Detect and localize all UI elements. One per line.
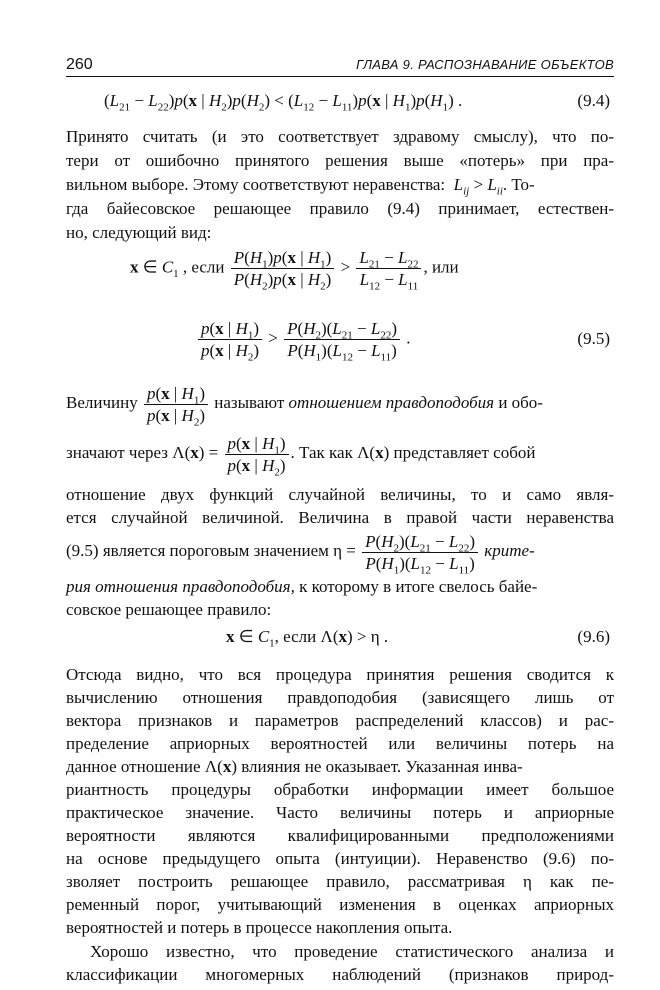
text-span: называют (214, 393, 285, 412)
text-line: пределение априорных вероятностей или величины потерь на (66, 734, 614, 753)
fraction: $\frac{P(H_1)p(x | H_1)}{P(H_2)p(x | H_2)}$ (231, 247, 335, 290)
text-span: представляет собой (393, 443, 536, 462)
equation-9-6: x ∈ $C_1$, если Λ(x) > η . (226, 627, 389, 650)
term-likelihood-ratio: отношением правдоподобия (288, 393, 495, 412)
text-line: вычислению отношения правдоподобия (зависящего лишь от (66, 688, 614, 707)
text-line: практическое значение. Часто величины потерь и априорные (66, 803, 614, 822)
inline-formula: $L_{ij} > L_{ii}$ (453, 175, 503, 198)
text-line (66, 576, 614, 598)
text-line (66, 174, 614, 196)
text-line: совское решающее правило: (66, 600, 272, 619)
text-line: ременный порог, учитывающий изменения в оценках априорных (66, 895, 614, 914)
text-line: риантность процедуры обработки информации имеет большое (66, 780, 614, 799)
chapter-title: ГЛАВА 9. РАСПОЗНАВАНИЕ ОБЪЕКТОВ (356, 57, 614, 72)
word-esli: если (191, 257, 225, 277)
text-span: (9.5) является пороговым значением (66, 541, 329, 560)
term-criterion: крите- (484, 541, 535, 560)
equation-9-4: $(L_{21} - L_{22})p(x$ | $H_2)p(H_2) < (L_{12} - L_{11})p(x$ | $H_1)p(H_1)$ . (104, 91, 463, 114)
page-number: 260 (66, 56, 93, 73)
text-line: гда байесовское решающее правило (9.4) принимает, естествен- (66, 199, 614, 218)
fraction: $\frac{P(H_2)(L_{21} - L_{22})}{P(H_1)(L_{12} - L_{11})}$ (284, 318, 400, 361)
equation-number-9-5: (9.5) (577, 329, 610, 348)
page-header (66, 56, 614, 77)
text-span: и обо- (498, 393, 543, 412)
text-line: классификации многомерных наблюдений (признаков природ- (66, 965, 614, 984)
text-line: тери от ошибочно принятого решения выше «потерь» при пра- (66, 151, 614, 170)
text-line: но, следующий вид: (66, 223, 212, 242)
equation-9-5: $\frac{p(x | H_1)}{p(x | H_2)}$ > $\frac{P(H_2)(L_{21} - L_{22})}{P(H_1)(L_{12} - L_{11})}$ . (196, 318, 411, 361)
decision-rule-equation: x ∈ $C_1$ , если $\frac{P(H_1)p(x | H_1)}{P(H_2)p(x | H_2)}$ > $\frac{L_{21} - L_{22}}{L_{12} - L_{11}}$ , или (130, 248, 459, 293)
text-line: Отсюда видно, что вся процедура принятия решения сводится к (66, 665, 614, 684)
fraction: $\frac{p(x | H_1)}{p(x | H_2)}$ (144, 383, 208, 426)
text-line: зволяет построить решающее правило, рассматривая η как пе- (66, 872, 614, 891)
text-span: данное отношение (66, 757, 201, 776)
fraction: $\frac{p(x | H_1)}{p(x | H_2)}$ (225, 433, 289, 476)
text-line: данное отношение Λ(x) влияния не оказывает. Указанная инва- (66, 757, 523, 776)
text-line: вектора признаков и параметров распределений классов) и рас- (66, 711, 614, 730)
text-span: значают через (66, 443, 168, 462)
text-line (66, 381, 614, 426)
text-line: значают через Λ(x) = $\frac{p(x | H_1)}{p(x | H_2)}$ . Так как Λ(x) представляет собой (66, 433, 536, 478)
text-span: Величину (66, 393, 138, 412)
text-line: ется случайной величиной. Величина в правой части неравенства (66, 508, 614, 527)
word-esli: , если (274, 627, 317, 646)
text-line: Принято считать (и это соответствует здравому смыслу), что по- (66, 127, 614, 146)
equation-number-9-6: (9.6) (577, 627, 610, 646)
term-criterion: рия отношения правдоподобия, (66, 577, 295, 596)
fraction: $\frac{P(H_2)(L_{21} - L_{22})}{P(H_1)(L_{12} - L_{11})}$ (362, 531, 478, 574)
fraction: $\frac{L_{21} - L_{22}}{L_{12} - L_{11}}$ (356, 247, 421, 290)
word-ili: , или (423, 257, 459, 277)
text-span: к которому в итоге свелось байе- (299, 577, 538, 596)
text-line: (9.5) является пороговым значением η = $\frac{P(H_2)(L_{21} - L_{22})}{P(H_1)(L_{12} - L_{11})}$ крите- (66, 531, 535, 576)
text-span: . Так как (290, 443, 353, 462)
text-span: . То- (502, 175, 535, 194)
equation-number-9-4: (9.4) (577, 91, 610, 110)
text-line: на основе предыдущего опыта (интуиции). Неравенство (9.6) по- (66, 849, 614, 868)
text-line: вероятности являются квалифицированными предположениями (66, 826, 614, 845)
text-line: Хорошо известно, что проведение статистического анализа и (90, 942, 614, 961)
text-line: вероятностей и потерь в процессе накопления опыта. (66, 918, 453, 937)
text-span: вильном выборе. Этому соответствуют неравенства: (66, 175, 446, 194)
text-span: влияния не оказывает. Указанная инва- (241, 757, 523, 776)
fraction: $\frac{p(x | H_1)}{p(x | H_2)}$ (198, 318, 262, 361)
text-line: отношение двух функций случайной величины, то и само явля- (66, 485, 614, 504)
